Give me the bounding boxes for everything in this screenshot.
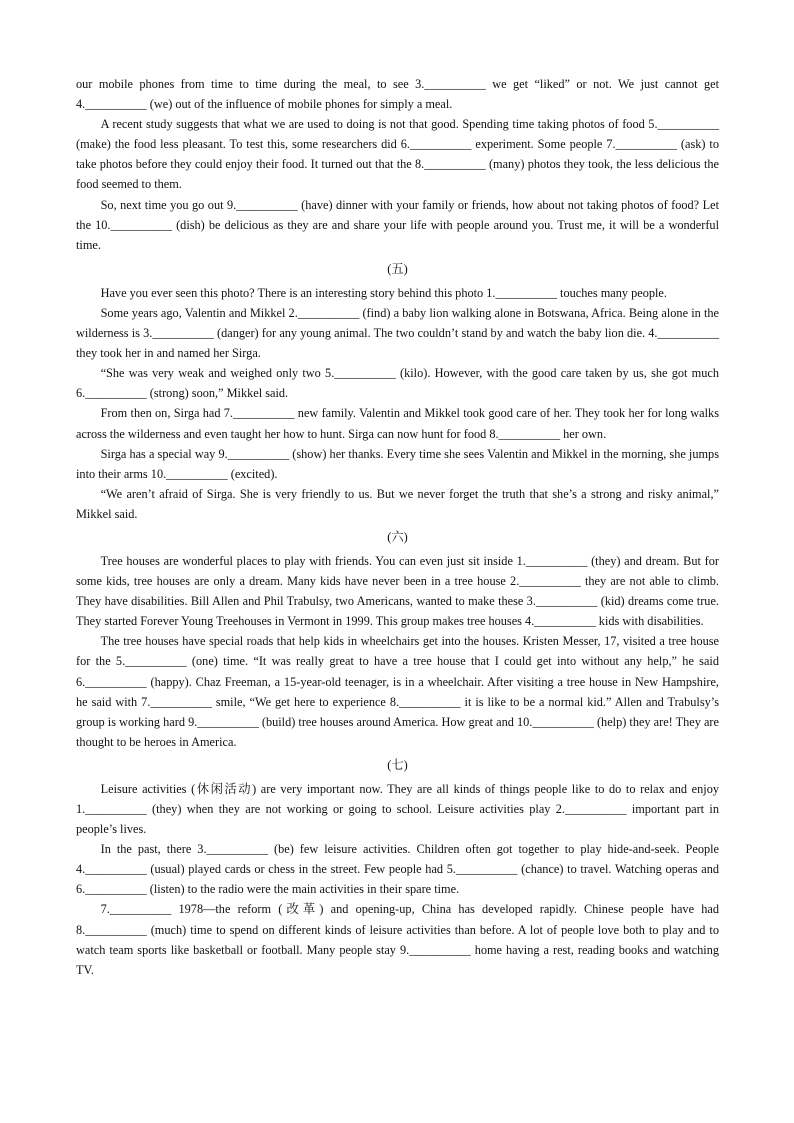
passage6-paragraph: Tree houses are wonderful places to play with friends. You can even just sit inside 1.__________ (they) and dream. But for some kids, tree houses are only a dream. Many kids have never been in a tree house 2.__________ they are not able to climb. They have disabilities. Bill Allen and Phil Trabulsy, two Americans, wanted to make these 3.__________ (kid) dreams come true. They started Forever Young Treehouses in Vermont in 1999. This group makes tree houses 4.__________ kids with disabilities.	[76, 553, 719, 629]
passage5-paragraph: “She was very weak and weighed only two 5.__________ (kilo). However, with the good care taken by us, she got much 6.__________ (strong) soon,” Mikkel said.	[76, 366, 719, 401]
passage5-paragraph: Have you ever seen this photo? There is an interesting story behind this photo 1.__________ touches many people.	[100, 285, 667, 300]
passage7-paragraph: Leisure activities (休闲活动) are very important now. They are all kinds of things people like to do to relax and enjoy 1.__________ (they) when they are not working or going to school. Leisure activities play 2.__________ important part in people’s lives.	[76, 781, 719, 837]
passage7-heading: (七)	[387, 757, 408, 772]
passage4-paragraph: So, next time you go out 9.__________ (have) dinner with your family or friends, how about not taking photos of food? Let the 10.__________ (dish) be delicious as they are and share your life with people around you. Trust me, it will be a wonderful time.	[76, 197, 719, 252]
passage5-paragraph: Sirga has a special way 9.__________ (show) her thanks. Every time she sees Valentin and Mikkel in the morning, she jumps into their arms 10.__________ (excited).	[76, 446, 719, 481]
document-page	[76, 74, 719, 980]
passage5-paragraph: Some years ago, Valentin and Mikkel 2.__________ (find) a baby lion walking alone in Botswana, Africa. Being alone in the wilderness is 3.__________ (danger) for any young animal. The two couldn’t stand by and watch the baby lion die. 4.__________ they took her in and named her Sirga.	[76, 305, 719, 361]
passage4-paragraph: our mobile phones from time to time during the meal, to see 3.__________ we get “liked” or not. We just cannot get 4.__________ (we) out of the influence of mobile phones for simply a meal.	[76, 77, 719, 112]
passage5-heading: (五)	[387, 261, 408, 276]
passage6-heading: (六)	[387, 529, 408, 544]
passage7-paragraph: 7.__________ 1978—the reform (改革) and opening-up, China has developed rapidly. Chinese people have had 8.__________ (much) time to spend on different kinds of leisure activities than before. A lot of people love both to play and to watch team sports like basketball or football. Many people stay 9.__________ home having a rest, reading books and watching TV.	[76, 902, 719, 977]
passage5-paragraph: “We aren’t afraid of Sirga. She is very friendly to us. But we never forget the truth that she’s a strong and risky animal,” Mikkel said.	[76, 486, 719, 521]
passage6-paragraph: The tree houses have special roads that help kids in wheelchairs get into the houses. Kristen Messer, 17, visited a tree house for the 5.__________ (one) time. “It was really great to have a tree house that I could get into without any help,” he said 6.__________ (happy). Chaz Freeman, a 15-year-old teenager, is in a wheelchair. After visiting a tree house in New Hampshire, he said with 7.__________ smile, “We get here to experience 8.__________ it is like to be a normal kid.” Allen and Trabulsy’s group is working hard 9.__________ (build) tree houses around America. How great and 10.__________ (help) they are! They are thought to be heroes in America.	[76, 634, 719, 749]
passage4-paragraph: A recent study suggests that what we are used to doing is not that good. Spending time taking photos of food 5.__________ (make) the food less pleasant. To test this, some researchers did 6.__________ experiment. Some people 7.__________ (ask) to take photos before they could enjoy their food. It turned out that the 8.__________ (many) photos they took, the less delicious the food seemed to them.	[76, 117, 719, 192]
passage5-paragraph: From then on, Sirga had 7.__________ new family. Valentin and Mikkel took good care of her. They took her for long walks across the wilderness and even taught her how to hunt. Sirga can now hunt for food 8.__________ her own.	[76, 406, 719, 441]
passage7-paragraph: In the past, there 3.__________ (be) few leisure activities. Children often got together to play hide-and-seek. People 4.__________ (usual) played cards or chess in the street. Few people had 5.__________ (chance) to travel. Watching operas and 6.__________ (listen) to the radio were the main activities in their spare time.	[76, 842, 719, 897]
